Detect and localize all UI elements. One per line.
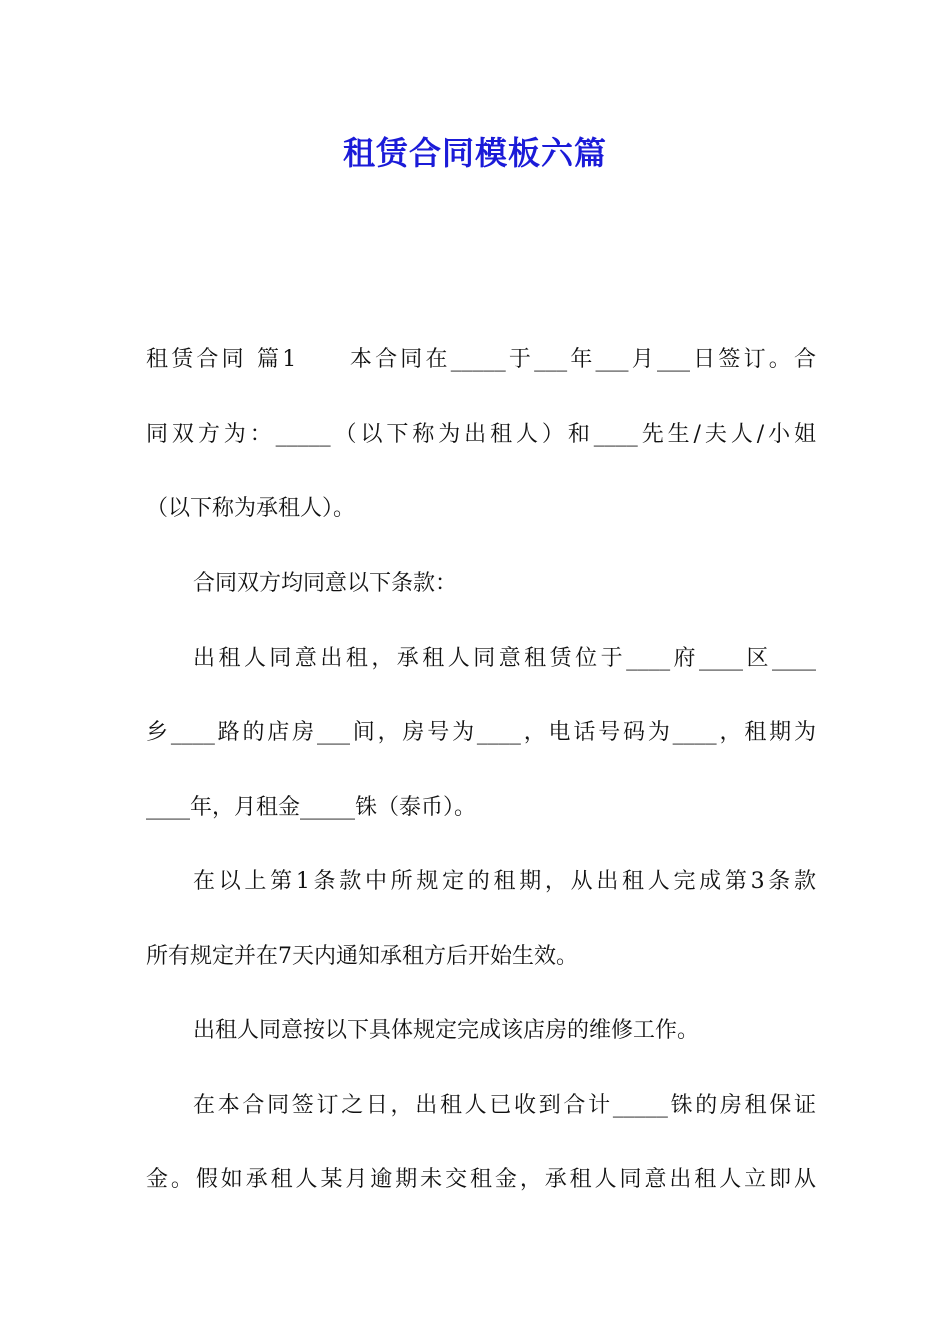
- text-line-7: ____年，月租金_____铢（泰币）。: [146, 795, 477, 820]
- text-line-1: 租赁合同 篇1 本合同在_____于___年___月___日签订。合: [146, 347, 816, 372]
- document-title: 租赁合同模板六篇: [342, 134, 607, 172]
- text-line-10: 出租人同意按以下具体规定完成该店房的维修工作。: [193, 1018, 700, 1043]
- text-line-6: 乡____路的店房___间，房号为____，电话号码为____，租期为: [146, 720, 816, 745]
- text-line-11: 在本合同签订之日，出租人已收到合计_____铢的房租保证: [193, 1093, 816, 1118]
- text-line-12: 金。假如承租人某月逾期未交租金，承租人同意出租人立即从: [146, 1167, 816, 1192]
- text-line-5: 出租人同意出租，承租人同意租赁位于____府____区____: [193, 646, 816, 671]
- text-line-3: （以下称为承租人）。: [146, 496, 356, 521]
- text-line-9: 所有规定并在7天内通知承租方后开始生效。: [146, 944, 578, 969]
- text-line-8: 在以上第1条款中所规定的租期，从出租人完成第3条款: [193, 869, 816, 894]
- text-line-2: 同双方为：_____（以下称为出租人）和____先生/夫人/小姐: [146, 422, 816, 447]
- text-line-4: 合同双方均同意以下条款：: [193, 571, 458, 596]
